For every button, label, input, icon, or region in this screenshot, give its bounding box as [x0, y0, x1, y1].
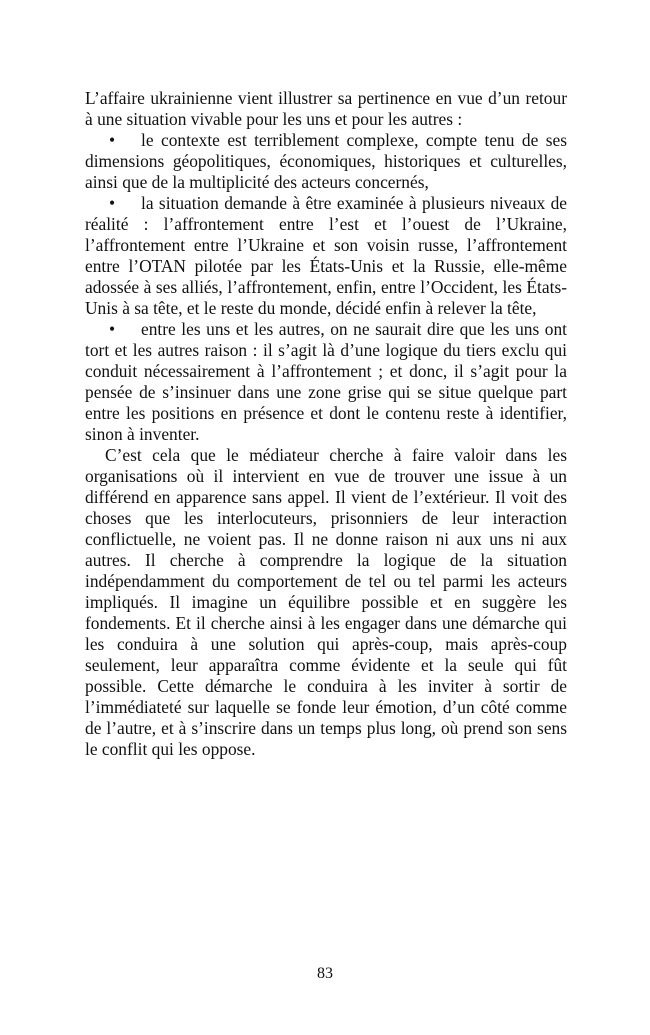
bullet-text: la situation demande à être examinée à plusieurs niveaux de réalité : l’affrontement entre l’est et l’ouest de l’Ukraine, l’affrontement entre l’Ukraine et son voisin russe, l’affrontement entre l’OTAN pilotée par les États-Unis et la Russie, elle-même adossée à ses alliés, l’affrontement, enfin, entre l’Occident, les États-Unis à sa tête, et le reste du monde, décidé enfin à relever la tête,: [85, 193, 567, 318]
bullet-icon: •: [109, 319, 116, 339]
bullet-text: le contexte est terriblement complexe, compte tenu de ses dimensions géopolitiques, économiques, historiques et culturelles, ainsi que de la multiplicité des acteurs concernés,: [85, 130, 567, 192]
bullet-item-2: [85, 193, 567, 319]
bullet-item-3: [85, 319, 567, 445]
bullet-icon: •: [109, 130, 116, 150]
bullet-icon: •: [109, 193, 116, 213]
body-paragraph: C’est cela que le médiateur cherche à faire valoir dans les organisations où il intervient en vue de trouver une issue à un différend en apparence sans appel. Il vient de l’extérieur. Il voit des choses que les interlocuteurs, prisonniers de leur interaction conflictuelle, ne voient pas. Il ne donne raison ni aux uns ni aux autres. Il cherche à comprendre la logique de la situation indépendamment du comportement de tel ou tel parmi les acteurs impliqués. Il imagine un équilibre possible et en suggère les fondements. Et il cherche ainsi à les engager dans une démarche qui les conduira à une solution qui après-coup, mais après-coup seulement, leur apparaîtra comme évidente et la seule qui fût possible. Cette démarche le conduira à les inviter à sortir de l’immédiateté sur laquelle se fonde leur émotion, d’un côté comme de l’autre, et à s’inscrire dans un temps plus long, où prend son sens le conflit qui les oppose.: [85, 445, 567, 759]
bullet-item-1: [85, 130, 567, 193]
page-body: [85, 88, 567, 760]
page-number: 83: [317, 965, 333, 982]
bullet-text: entre les uns et les autres, on ne saurait dire que les uns ont tort et les autres raison : il s’agit là d’une logique du tiers exclu qui conduit nécessairement à l’affrontement ; et donc, il s’agit pour la pensée de s’insinuer dans une zone grise qui se situe quelque part entre les positions en présence et dont le contenu reste à identifier, sinon à inventer.: [85, 319, 567, 444]
intro-paragraph: L’affaire ukrainienne vient illustrer sa pertinence en vue d’un retour à une situation vivable pour les uns et pour les autres :: [85, 88, 567, 129]
